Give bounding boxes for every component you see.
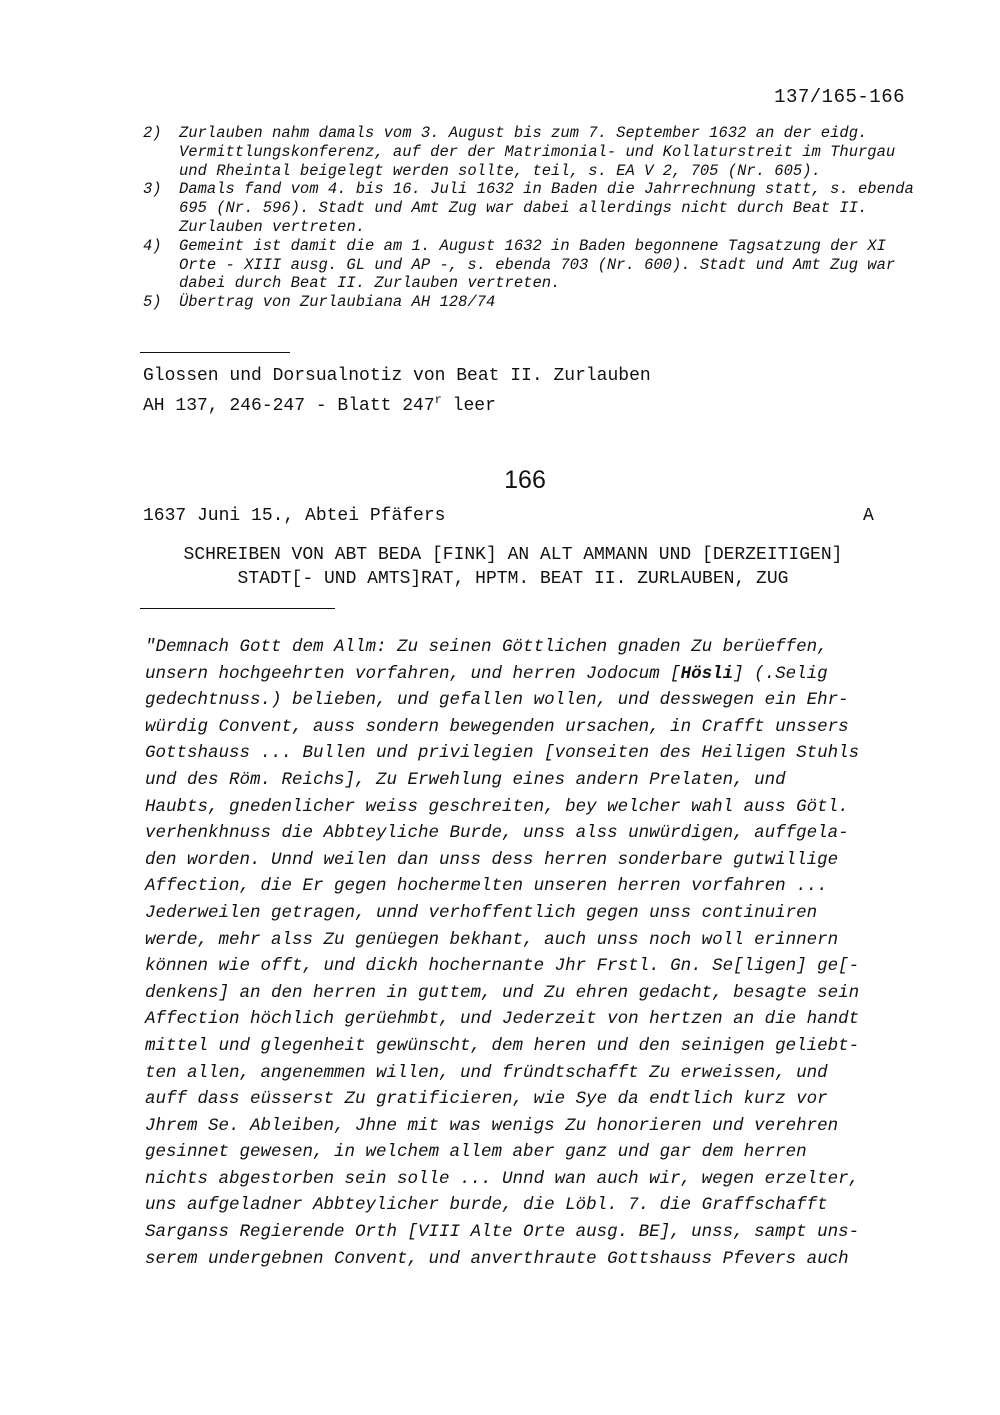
gloss-suffix: leer xyxy=(441,396,496,416)
body-line: gedechtnuss.) belieben, und gefallen wollen, und desswegen ein Ehr- xyxy=(145,690,849,711)
body-line: denkens] an den herren in guttem, und Zu ehren gedacht, besagte sein xyxy=(145,982,860,1003)
body-line: auff dass eüsserst Zu gratificieren, wie Sye da endtlich kurz vor xyxy=(145,1089,828,1110)
body-line: Affection, die Er gegen hochermelten unseren herren vorfahren ... xyxy=(145,876,828,897)
footnote-number: 5) xyxy=(143,293,162,312)
body-line: würdig Convent, auss sondern bewegenden ursachen, in Crafft unssers xyxy=(145,716,849,737)
gloss-line-2 xyxy=(143,388,651,418)
body-line: verhenkhnuss die Abbteyliche Burde, unss alss unwürdigen, auffgela- xyxy=(145,823,849,844)
body-line: Gottshauss ... Bullen und privilegien [vonseiten des Heiligen Stuhls xyxy=(145,743,860,764)
body-line: den worden. Unnd weilen dan unss dess herren sonderbare gutwillige xyxy=(145,849,839,870)
footnote-text: Zurlauben nahm damals vom 3. August bis zum 7. September 1632 an der eidg. Vermittlungskonferenz, auf der der Matrimonial- und Kollaturstreit im Thurgau und Rheintal beigelegt werden sollte, teil, s. EA V 2, 705 (Nr. 605). xyxy=(179,124,896,180)
body-line: Jederweilen getragen, unnd verhoffentlich gegen unss continuiren xyxy=(145,902,818,923)
body-line: und des Röm. Reichs], Zu Erwehlung eines andern Prelaten, und xyxy=(145,769,786,790)
gloss-note xyxy=(143,364,651,418)
footnotes xyxy=(143,124,923,312)
body-line: Haubts, gnedenlicher weiss geschreiten, bey welcher wahl auss Götl. xyxy=(145,796,849,817)
gloss-ref: AH 137, 246-247 - Blatt 247 xyxy=(143,396,435,416)
body-line: uns aufgeladner Abbteylicher burde, die Löbl. 7. die Graffschafft xyxy=(145,1195,828,1216)
document-heading xyxy=(143,543,883,591)
footnote-number: 2) xyxy=(143,124,162,142)
body-line: mittel und glegenheit gewünscht, dem heren und den seinigen geliebt- xyxy=(145,1035,860,1056)
heading-divider xyxy=(140,608,335,609)
body-line: "Demnach Gott dem Allm: Zu seinen Göttlichen gnaden Zu berüeffen, xyxy=(145,637,828,657)
document-body xyxy=(145,634,925,1272)
body-line-part: ] (.Selig xyxy=(733,663,828,684)
footnote-item xyxy=(143,237,923,293)
body-bold-name: Hösli xyxy=(680,663,734,684)
footnote-text: Übertrag von Zurlaubiana AH 128/74 xyxy=(179,293,496,312)
heading-line-1: SCHREIBEN VON ABT BEDA [FINK] AN ALT AMMANN UND [DERZEITIGEN] xyxy=(183,545,843,565)
body-line: serem undergebnen Convent, und anverthraute Gottshauss Pfevers auch xyxy=(145,1248,849,1269)
body-line: werde, mehr alss Zu genüegen bekhant, auch unss noch woll erinnern xyxy=(145,929,839,950)
footnote-divider xyxy=(140,352,290,353)
document-letter: A xyxy=(863,506,874,526)
body-line xyxy=(145,661,925,688)
footnote-number: 3) xyxy=(143,180,162,199)
heading-line-2: STADT[- UND AMTS]RAT, HPTM. BEAT II. ZURLAUBEN, ZUG xyxy=(237,569,789,589)
body-line: gesinnet gewesen, in welchem allem aber ganz und gar dem herren xyxy=(145,1142,807,1163)
body-line: ten allen, angenemmen willen, und fründtschafft Zu erweissen, und xyxy=(145,1062,828,1083)
document-number: 166 xyxy=(504,466,546,494)
body-line: Sarganss Regierende Orth [VIII Alte Orte ausg. BE], unss, sampt uns- xyxy=(145,1222,860,1243)
footnote-text: Damals fand vom 4. bis 16. Juli 1632 in Baden die Jahrrechnung statt, s. ebenda 695 (Nr. 596). Stadt und Amt Zug war dabei allerdings nicht durch Beat II. Zurlauben vertreten. xyxy=(179,180,914,236)
document-date-place: 1637 Juni 15., Abtei Pfäfers xyxy=(143,506,446,526)
footnote-number: 4) xyxy=(143,236,162,255)
body-line: Affection höchlich gerüehmbt, und Jederzeit von hertzen an die handt xyxy=(145,1009,860,1030)
page-reference: 137/165-166 xyxy=(774,86,905,108)
gloss-line-1: Glossen und Dorsualnotiz von Beat II. Zurlauben xyxy=(143,366,651,386)
footnote-item xyxy=(143,124,923,180)
footnote-item xyxy=(143,180,923,236)
footnote-text: Gemeint ist damit die am 1. August 1632 in Baden begonnene Tagsatzung der XI Orte - XIII ausg. GL und AP -, s. ebenda 703 (Nr. 600). Stadt und Amt Zug war dabei durch Beat II. Zurlauben vertreten. xyxy=(179,236,896,293)
body-line: nichts abgestorben sein solle ... Unnd wan auch wir, wegen erzelter, xyxy=(145,1168,860,1189)
body-line-part: unsern hochgeehrten vorfahren, und herren Jodocum [ xyxy=(145,663,681,684)
gloss-sup: r xyxy=(434,393,442,407)
body-line: Jhrem Se. Ableiben, Jhne mit was wenigs Zu honorieren und verehren xyxy=(145,1115,839,1136)
footnote-item xyxy=(143,293,923,312)
body-line: können wie offt, und dickh hochernante Jhr Frstl. Gn. Se[ligen] ge[- xyxy=(145,956,860,977)
